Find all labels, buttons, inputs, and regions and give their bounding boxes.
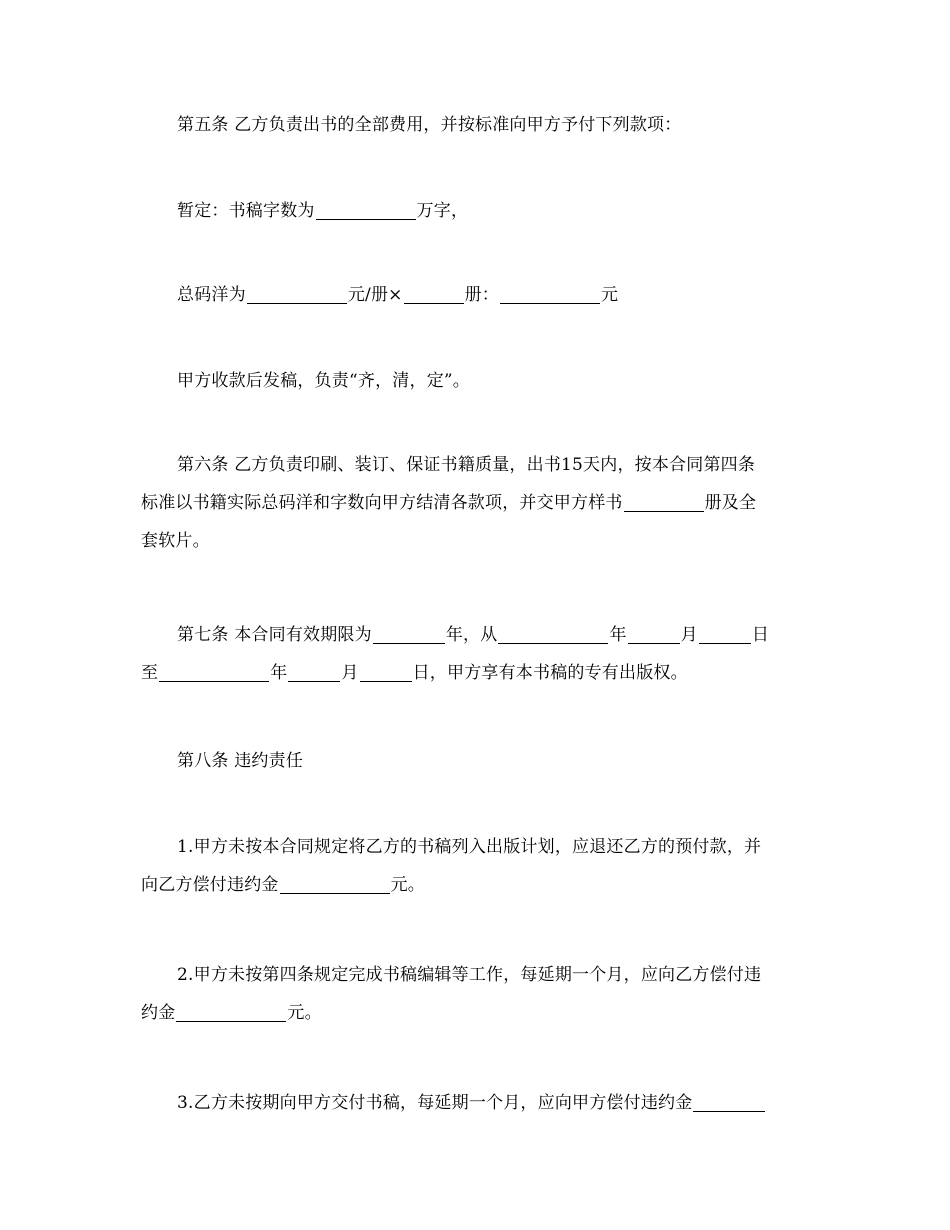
- end-day-blank[interactable]: [360, 661, 412, 682]
- tentative-suffix: 万字，: [416, 201, 469, 221]
- release-text: 甲方收款后发稿，负责“齐，清，定”。: [177, 371, 470, 391]
- clause-3: [141, 1084, 811, 1122]
- tentative-prefix: 暂定：书稿字数为: [177, 201, 315, 221]
- copies-blank[interactable]: [404, 283, 464, 304]
- start-month-blank[interactable]: [628, 623, 680, 644]
- article-7: [141, 616, 811, 692]
- tentative-word-count: [141, 192, 811, 230]
- start-day-blank[interactable]: [699, 623, 751, 644]
- end-month-blank[interactable]: [288, 661, 340, 682]
- clause-2-line2-prefix: 约金: [141, 1003, 176, 1023]
- article-7-line1-month: 月: [680, 625, 698, 645]
- clause-1-line1: 1.甲方未按本合同规定将乙方的书稿列入出版计划，应退还乙方的预付款，并: [177, 837, 762, 857]
- article-8: [141, 742, 811, 780]
- total-price-unit1: 元/册×: [347, 285, 403, 305]
- clause-3-line1-prefix: 3.乙方未按期向甲方交付书稿，每延期一个月，应向甲方偿付违约金: [177, 1093, 693, 1113]
- end-year-blank[interactable]: [159, 661, 269, 682]
- article-7-line1-year: 年，从: [445, 625, 498, 645]
- article-6-heading: 第六条: [177, 455, 229, 475]
- total-price-unit2: 册：: [464, 285, 499, 305]
- article-7-line1-prefix: 本合同有效期限为: [234, 625, 372, 645]
- clause-2-penalty-blank[interactable]: [176, 1001, 286, 1022]
- clause-2-line2-suffix: 元。: [287, 1003, 322, 1023]
- article-8-title: 违约责任: [234, 751, 304, 771]
- start-year-blank[interactable]: [498, 623, 608, 644]
- price-per-copy-blank[interactable]: [247, 283, 347, 304]
- article-7-line2-day: 日，甲方享有本书稿的专有出版权。: [412, 663, 688, 683]
- article-6-line1: 乙方负责印刷、装订、保证书籍质量，出书15天内，按本合同第四条: [234, 455, 756, 475]
- clause-1-line2-suffix: 元。: [390, 875, 426, 895]
- validity-years-blank[interactable]: [373, 623, 445, 644]
- clause-1-line2-prefix: 向乙方偿付违约金: [141, 875, 279, 895]
- article-5-heading: 第五条: [177, 115, 229, 135]
- article-5-text: 乙方负责出书的全部费用，并按标准向甲方予付下列款项：: [234, 115, 682, 135]
- clause-1-penalty-blank[interactable]: [280, 873, 390, 894]
- total-amount-blank[interactable]: [500, 283, 600, 304]
- clause-2: [141, 956, 811, 1032]
- clause-1: [141, 828, 811, 904]
- total-price-unit3: 元: [601, 285, 619, 305]
- sample-copies-blank[interactable]: [624, 491, 704, 512]
- article-8-heading: 第八条: [177, 751, 229, 771]
- clause-2-line1: 2.甲方未按第四条规定完成书稿编辑等工作，每延期一个月，应向乙方偿付违: [177, 965, 762, 985]
- word-count-blank[interactable]: [316, 199, 416, 220]
- article-6-line3: 套软片。: [141, 531, 210, 551]
- article-7-line2-year: 年: [270, 663, 288, 683]
- article-6-line2-suffix: 册及全: [704, 493, 757, 513]
- total-price-prefix: 总码洋为: [177, 285, 246, 305]
- total-price: [141, 276, 811, 314]
- clause-3-penalty-blank[interactable]: [693, 1091, 765, 1112]
- article-6: [141, 446, 811, 560]
- article-7-line2-prefix: 至: [141, 663, 159, 683]
- article-7-line1-day: 日: [751, 625, 770, 645]
- article-7-line1-year2: 年: [609, 625, 627, 645]
- article-7-line2-month: 月: [341, 663, 359, 683]
- article-6-line2-prefix: 标准以书籍实际总码洋和字数向甲方结清各款项，并交甲方样书: [141, 493, 623, 513]
- release-note: [141, 362, 811, 400]
- article-7-heading: 第七条: [177, 625, 229, 645]
- article-5: [141, 106, 811, 144]
